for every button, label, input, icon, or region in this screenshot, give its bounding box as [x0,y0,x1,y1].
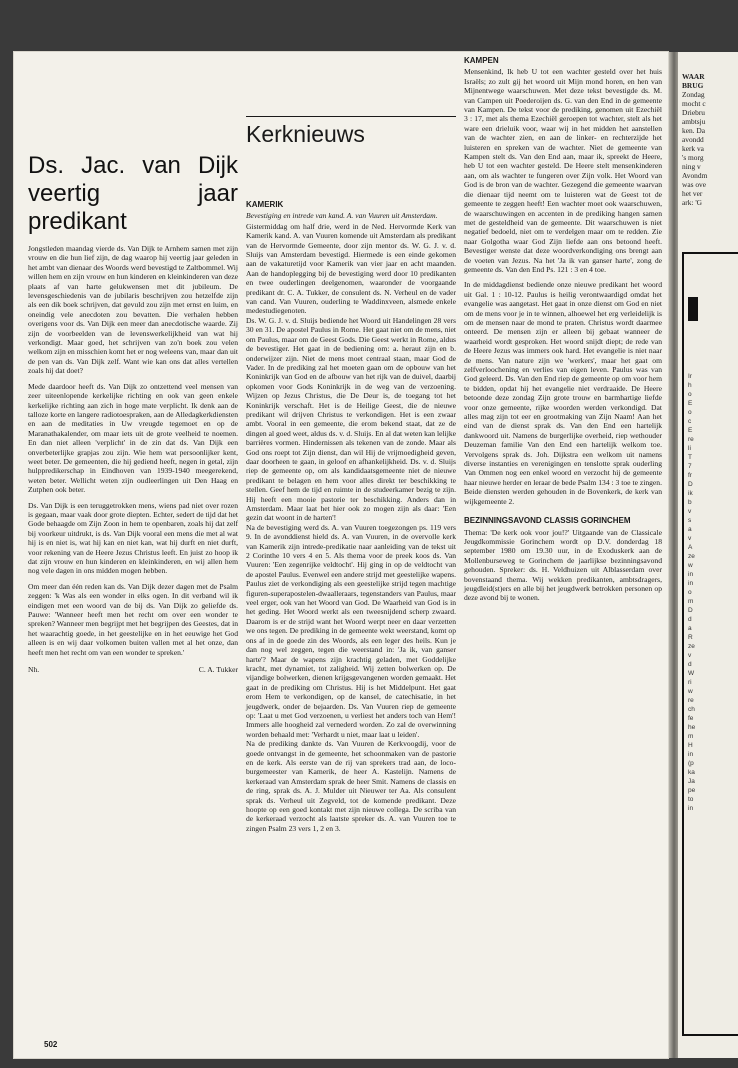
next-page-margin-fragment: o [688,409,692,416]
next-page-margin-fragment: a [688,526,692,533]
next-page-margin-fragment: re [688,697,694,704]
next-page-margin-fragment: in [688,580,694,587]
article-title: Ds. Jac. van Dijk veertig jaar predikant [28,152,238,235]
next-page-line: ark: 'G [682,198,703,207]
paragraph: Na de prediking dankte ds. Van Vuuren de Kerkvoogdij, voor de goede ontvangst in de gemeente, het schoonmaken van de pastorie en de kerk. Als eerste van de rij van sprekers trad aan, de loco-burgemeester van Kamerik, de heer A. Kastelijn. Namens de kerkeraad van Amsterdam sprak de heer Smit. Namens de classis en de ring, sprak ds. A. J. Mulder uit Nieuwer ter Aa. Als consulent sprak ds. Verheul uit Zegveld, tot de komende predikant. Deze hoopte op een goed kontakt met zijn nieuwe collega. De scriba van de kerkeraad verzocht als laatste spreker ds. A. van Vuuren toe te zingen Psalm 23 vers 1, 2 en 3. [246,739,456,833]
next-page-margin-fragment: ka [688,769,695,776]
next-page-margin-fragment: T [688,454,692,461]
section-title: Kerknieuws [246,116,456,148]
column-1 [28,152,238,674]
next-page-line: Driebru [682,108,705,117]
next-page-margin-fragment: ik [688,490,693,497]
next-page-line: ambtsju [682,117,706,126]
next-page-margin-fragment: fe [688,715,694,722]
next-page-margin-fragment: (p [688,760,694,767]
column-3 [464,52,662,609]
paragraph: Mensenkind, Ik heb U tot een wachter gesteld over het huis Israëls; zo zult gij het woord uit Mijn mond horen, en hen van Mijnentwege waarschuwen. Met deze tekst bevestigde ds. M. van Campen uit Poederoijen ds. G. van den End in de gemeente van Kampen. De tekst voor de prediking, genomen uit Ezechiël 3 : 17, met als thema Ezechiël geroepen tot wachter, stelt als het ware een drieluik voor, waar wij in het midden het aanstellen van de wachter zien, en aan de linker- en rechterzijde het luisteren en spreken van de wachter. Niet de gemeente van Kampen stelt ds. Van den End aan, maar ik, spreekt de Heere, heb U tot een wachter gesteld. De Heere stelt mensenkinderen aan, om als wachter te fungeren over Zijn volk. Het Woord van God is de bron van de wachter. Gezegend die gemeente waarvan die dienaar tijd neemt om te luisteren wat de Geest tot de gemeente te zeggen heeft! Een wachter moet ook waarschuwen, de waarschuwingen en accenten in de prediking hangen samen met de gesteldheid van de gemeente. Dit waarschuwen is niet negatief bedoeld, niet om te verdelgen maar om te redden. Zie naar Golgotha waar God Zijn liefde aan ons betoond heeft. Bevestiger wenste dat deze woordverkondiging ons brengt aan de voeten van Jezus. Na het 'Ja ik van ganser harte', zong de gemeente ds. Van den End Ps. 121 : 3 en 4 toe. [464,67,662,274]
next-page-margin-fragment: in [688,805,694,812]
next-page-margin-fragment: ze [688,553,695,560]
next-page-margin-fragment: E [688,427,693,434]
next-page-margin-fragment: R [688,634,693,641]
next-page-margin-fragment: in [688,571,694,578]
next-page-line: WAAR [682,72,705,81]
next-page-margin-fragment: v [688,535,692,542]
next-page-margin-fragment: to [688,796,694,803]
next-page-line: 's morg [682,153,704,162]
page-number: 502 [44,1040,58,1049]
next-page-margin-fragment: in [688,751,694,758]
news-heading: KAMPEN [464,56,499,65]
next-page-text [682,72,738,207]
page-gutter [668,52,678,1058]
next-page-margin-fragment: w [688,562,693,569]
next-page-margin-fragment: A [688,544,693,551]
next-page-margin-fragment: ch [688,706,695,713]
next-page-margin-fragment: d [688,616,692,623]
next-page-margin-fragment: E [688,400,693,407]
next-page-margin-text [688,372,728,813]
paragraph: Gistermiddag om half drie, werd in de Ned. Hervormde Kerk van Kamerik kand. A. van Vuuren komende uit Amsterdam als predikant van de Hervormde Gemeente, door zijn mentor ds. W. G. J. v. d. Sluijs van Amsterdam bevestigd. Hiermede is een einde gekomen aan de vakaturetijd voor Kamerik van vier jaar en acht maanden. Aan de handoplegging bij de bevestiging werd door 10 predikanten en twee ouderlingen deelgenomen, waaronder de voorgaande predikant dr. C. A. Tukker, de consulent ds. N. Verheul en de vader van cand. Van Vuuren, ouderling te Waddinxveen, alsmede enkele medestudiegenoten. [246,221,456,316]
next-page-margin-fragment: W [688,670,695,677]
next-page-margin-fragment: 7 [688,463,692,470]
next-page-margin-fragment: li [688,445,691,452]
next-page-line: Zondag [682,90,705,99]
next-page-margin-fragment: h [688,382,692,389]
news-subheading: Bevestiging en intrede van kand. A. van Vuuren uit Amsterdam. [246,211,438,221]
next-page-margin-fragment: Ir [688,373,692,380]
magazine-page [14,52,668,1058]
next-page-margin-fragment: ze [688,643,695,650]
paragraph: Om meer dan één reden kan ds. Van Dijk dezer dagen met de Psalm zeggen: 'k Was als een wonder in elks ogen. In dit verband wil ik eindigen met een woord van de bij ds. Van Dijk zo geliefde ds. Pauwe: 'Wanneer heeft men het recht om over een wonder te spreken? Wanneer men begrijpt met het begrijpen des Geestes, dat in het waarachtig goede, in het geestelijke en in het eeuwige het God alleen is en wij daar volkomen buiten vallen met al het onze, dan heeft men het recht om van een wonder te spreken.' [28,581,238,657]
next-page-margin-fragment: m [688,733,694,740]
next-page-line: mocht c [682,99,706,108]
next-page-margin-fragment: D [688,481,693,488]
next-page-margin-fragment: w [688,688,693,695]
next-page-margin-fragment: he [688,724,696,731]
column-2 [246,200,456,839]
next-page-line: was ove [682,180,707,189]
next-page-margin-fragment: Ja [688,778,695,785]
next-page-margin-fragment: m [688,598,694,605]
next-page-edge [678,52,738,1058]
signature-author: C. A. Tukker [198,665,238,675]
next-page-margin-fragment: H [688,742,693,749]
next-page-block [688,297,698,321]
next-page-margin-fragment: o [688,391,692,398]
news-heading: KAMERIK [246,200,284,209]
next-page-line: BRUG [682,81,704,90]
paragraph: In de middagdienst bediende onze nieuwe predikant het woord uit Gal. 1 : 10-12. Paulus is heilig verontwaardigd omdat het evangelie was aangetast. Het gaat in onze dienst om God en niet om de mens voor je in te winnen, alhoewel het erg verleidelijk is om de mensen naar de mond te praten. Christus wordt daarmee onteerd. De mensen zijn er alleen bij gebaat wanneer de waarheid wordt gesproken. Het woord snijdt diept; de rede van de Heere Jezus was immers ook hard. Het evangelie is niet naar de mens. Van nature zijn we 'werkers', maar het gaat om zelfverloochening en verlies van eigen leven. Paulus was van God geleerd. Ds. Van den End riep de gemeente op om voor hem te bidden, opdat hij het evangelie niet verdraaide. De Heere betoonde deze zondag Zijn grote trouw en barmhartige liefde voor onze gemeente, rijke woorden werden verkondigd. Dat alles mag zijn tot eer en grootmaking van Zijn Naam! Aan het eind van de dienst sprak ds. Van den End een hartelijk dankwoord uit. Namens de burgerlijke overheid, riep wethouder Deuzeman familie Van den End een hartelijk welkom toe. Vervolgens sprak ds. Joh. Dijkstra een welkom uit namens diverse instanties en verenigingen en tenslotte sprak ouderling Van Ommen nog een enkel woord en verzocht hij de gemeente haar nieuwe herder en leraar de bede Psalm 134 : 3 toe te zingen. Beide diensten werden gehouden in de Bovenkerk, de kerk van wijkgemeente 2. [464,280,662,506]
signature [28,665,238,674]
next-page-margin-fragment: v [688,508,692,515]
paragraph: Na de bevestiging werd ds. A. van Vuuren toegezongen ps. 119 vers 9. In de avonddienst hield ds. A. van Vuuren, in de overvolle kerk van Kamerik zijn intrede-predikatie naar aanleiding van de tekst uit 2 Corinthe 10 vers 4 en 5. Als thema voor de preek koos ds. Van Vuuren: 'Een zegenrijke veldtocht'. Hij ging in op de veldtocht van de apostel Paulus. Evenwel een andere strijd met geestelijke wapens. Paulus ziet de verkondiging als een geestelijke strijd tegen machtige figuren-superapostelen-dwaalleraars, tegenstanders van Paulus, maar veel erger, ook van het Woord van God. De Waarheid van God is in het geding. Het Woord werkt als een tweesnijdend scherp zwaard. Daarom is er de strijd want het Woord werpt neer en daar verzetten we ons tegen. De prediking in de gemeente wekt weerstand, komt op ons af in de goede zin des Woords, als een leger des heils. Kun je dan nog wel zeggen, tegen die weerstand in: 'Ja ik, van ganser harte'? Maar de wapens zijn krachtig geladen, met Goddelijke kracht, met dynamiet, tot zaligheid. Wij zetten bolwerken op. De vijandige bolwerken, dienen krijgsgevangenen worden gemaakt. Het gaat in de prediking om Christus. Hij is het Middelpunt. Het gaat erom Hem te verkondigen, op de kansel, de catechisatie, in het jeugdwerk, onder de bejaarden. Ds. Van Vuuren riep de gemeente op: 'Laat u met God verzoenen, u verliest het anders toch van Hem'! Immers alle hoogheid zal vernederd worden. Zo zal de overwinning worden behaald met: 'Verhardt u niet, maar laat u leiden'. [246,522,456,739]
next-page-margin-fragment: fr [688,472,692,479]
next-page-margin-fragment: pe [688,787,696,794]
next-page-margin-fragment: D [688,607,693,614]
next-page-line: ning v [682,162,701,171]
signature-initials: Nh. [28,665,40,675]
paragraph: Ds. Van Dijk is een teruggetrokken mens, wiens pad niet over rozen is gegaan, maar vaak door grote diepten. Echter, sedert de tijd dat het Gode behaagde om Zijn Zoon in hem te openbaren, zoals hij dat zelf bij voorkeur uitdrukt, is ds. Van Dijk vooral een mens die met al wat hij is en niet is, wat hij kan en niet kan, wat hij durft en niet durft, voor rekening van de Heere Jezus Christus leeft. En juist zo hoop ik dat zijn vrouw en hun kinderen en kleinkinderen, en wij allen hem nog vele dagen in ons midden mogen hebben. [28,500,238,576]
next-page-line: avondd [682,135,704,144]
next-page-margin-fragment: d [688,661,692,668]
next-page-margin-fragment: v [688,652,692,659]
next-page-margin-fragment: c [688,418,692,425]
paragraph: Mede daardoor heeft ds. Van Dijk zo ontzettend veel mensen van zeer uiteenlopende kerkelijke richting en ook van geen enkele kerkelijke richting aan zich in hoge mate verplicht. Ik denk aan de talloze korte en langere radiotoespraken, aan de Alledagkerkdiensten en aan de meditaties in Uw vreugde tegemoet en op de Maranathakalender, om maar iets uit de grote veelheid te noemen. En dan niet alleen 'verplicht' in de zin dat ds. Van Dijk een onverbeterlijke grapjas zou zijn. Wie hem wat persoonlijker kent, weet beter. De gemeenten, die hij gediend heeft, negen in getal, zijn hulppredikerschap in Eindhoven van 1939-1940 meegerekend, weten beter. Wellicht weten zijn oudleerlingen uit Den Haag en Zutphen ook beter. [28,381,238,495]
next-page-line: ken. Da [682,126,705,135]
next-page-margin-fragment: re [688,436,694,443]
next-page-margin-fragment: s [688,517,692,524]
paragraph: Jongstleden maandag vierde ds. Van Dijk te Arnhem samen met zijn vrouw en die hun lief zijn, de dag waarop hij veertig jaar geleden in het ambt van dienaar des Woords werd bevestigd te Zaltbommel. Wij willen hem en zijn vrouw en hun kinderen en kleinkinderen van deze plaats af van harte gelukwensen met dit jubileum. De levensgeschiedenis van de jubilaris beschrijven zou hetzelfde zijn als een dik boek schrijven, dat gevuld zou zijn met ernst en luim, en oneindig vele anecdoten zou bevatten. Die verhalen hebben overigens voor ds. Van Dijk een meer dan anecdotische waarde. Zij zijn de voorbeelden van de levenswerkelijkheid van wat hij verkondigt. Maar goed, het schrijven van zo'n boek zou velen welkom zijn en misschien komt het er nog weleens van, maar dan uit de pen van ds. Van Dijk zelf. Want wie kan ons dat alles vertellen zoals hij dat doet? [28,244,238,376]
next-page-margin-fragment: b [688,499,692,506]
news-heading: BEZINNINGSAVOND CLASSIS GORINCHEM [464,516,631,526]
next-page-margin-fragment: o [688,589,692,596]
paragraph: Ds. W. G. J. v. d. Sluijs bediende het Woord uit Handelingen 28 vers 30 en 31. De apostel Paulus in Rome. Het gaat niet om de mens, niet om Paulus, maar om de Geest Gods. Die Geest werkt in Rome, aldus de bevestiger. Het gaat in de bediening om: a. heraut zijn en b. onderwijzer zijn. Niet de mens moet centraal staan, maar God de Vader. In de prediking zal het moeten gaan om de opbouw van het Koninkrijk van God en de afbouw van het rijk van de duivel, daarbij opkomen voor Gods Koninkrijk in de weg van de verzoening. Wijzen op Jezus Christus, die De Deur is, de toegang tot het Koninkrijk verschaft. Het is de Heilige Geest, die de nieuwe predikant wil drijven Christus te verkondigen. Het is een zwaar ambt. Vooral in een gemeente, die erom bekend staat, dat ze de dingen al goed weet, aldus ds. v. d. Sluijs. En al dat weten kan lelijke barrières vormen. Hindernissen als tekenen van de zonde. Maar als God ons roept tot Zijn dienst, dan wil Hij de vrijmoedigheid geven, daar doorheen te gaan, in geloof en afhankelijkheid. Ds. v. d. Sluijs riep de gemeente op, om als kandidaatsgemeente niet de nieuwe predikant te belagen en hem voor alles direkt ter beschikking te stellen. Geef hem de tijd en ruimte in de studeerkamer bezig te zijn. Hij heeft een mooie pastorie ter beschikking. Anders dan in Amsterdam. Maar laat het hier ook zo mogen zijn als daar: 'Een gezin dat woont in de harten'! [246,315,456,523]
next-page-margin-fragment: a [688,625,692,632]
paragraph: Thema: 'De kerk ook voor jou!?' Uitgaande van de Classicale Jeugdkommissie Gorinchem wordt op D.V. donderdag 18 september 1980 om 19.30 uur, in de Exoduskerk aan de Mollenburseweg te Gorinchem de jaarlijkse bezinningsavond gehouden. Spreker: ds. H. Veldhuizen uit Alblasserdam over bovenstaand thema. Wij wekken predikanten, ambtsdragers, jeugdleid(st)ers en alle bij het jeugdwerk betrokken personen op deze avond bij te wonen. [464,527,662,603]
next-page-margin-fragment: ri [688,679,692,686]
next-page-line: het ver [682,189,703,198]
next-page-line: kerk va [682,144,704,153]
next-page-line: Avondm [682,171,708,180]
